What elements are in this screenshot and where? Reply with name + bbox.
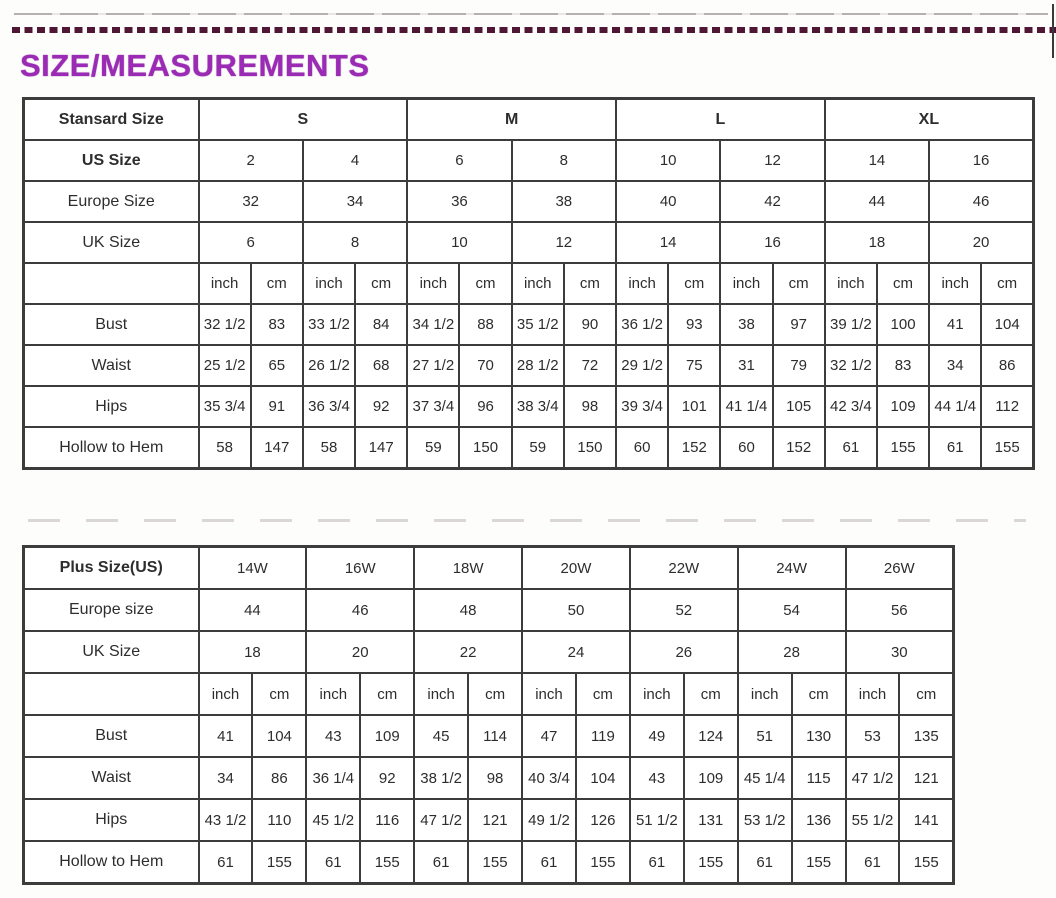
size-cell: M [407, 99, 616, 141]
size-cell: 43 [630, 757, 684, 799]
size-cell: 90 [564, 304, 616, 345]
size-cell: cm [252, 673, 306, 715]
size-cell: cm [355, 263, 407, 304]
size-cell: 10 [407, 222, 511, 263]
size-cell: 104 [576, 757, 630, 799]
table-row [24, 304, 1034, 345]
size-cell: cm [899, 673, 953, 715]
size-cell: 100 [877, 304, 929, 345]
row-label: Stansard Size [24, 99, 199, 141]
size-cell: 6 [199, 222, 303, 263]
row-label: Waist [24, 757, 199, 799]
table-row [24, 427, 1034, 469]
size-cell: 42 [720, 181, 824, 222]
size-cell: 44 1/4 [929, 386, 981, 427]
size-cell: 101 [668, 386, 720, 427]
size-cell: 35 3/4 [199, 386, 251, 427]
size-cell: cm [468, 673, 522, 715]
page-title: SIZE/MEASUREMENTS [20, 48, 370, 83]
size-cell: 52 [630, 589, 738, 631]
row-label: Plus Size(US) [24, 547, 199, 590]
size-cell: 18 [199, 631, 307, 673]
size-cell: 41 1/4 [720, 386, 772, 427]
size-cell: 155 [468, 841, 522, 884]
size-cell: 24W [738, 547, 846, 590]
size-cell: 152 [773, 427, 825, 469]
size-cell: 86 [981, 345, 1033, 386]
row-label: Waist [24, 345, 199, 386]
size-cell: 114 [468, 715, 522, 757]
size-cell: 109 [877, 386, 929, 427]
row-label: Hollow to Hem [24, 841, 199, 884]
size-cell: 38 3/4 [512, 386, 564, 427]
size-cell: 70 [459, 345, 511, 386]
row-label: UK Size [24, 631, 199, 673]
size-cell: 42 3/4 [825, 386, 877, 427]
size-cell: 29 1/2 [616, 345, 668, 386]
size-cell: 26W [846, 547, 954, 590]
size-cell: 65 [251, 345, 303, 386]
right-edge-line [1052, 4, 1054, 58]
size-cell: 83 [251, 304, 303, 345]
size-cell: cm [251, 263, 303, 304]
size-cell: 47 [522, 715, 576, 757]
size-cell: 59 [407, 427, 459, 469]
size-cell: 135 [899, 715, 953, 757]
table-row [24, 140, 1034, 181]
size-cell: 147 [355, 427, 407, 469]
size-cell: cm [877, 263, 929, 304]
size-cell: 93 [668, 304, 720, 345]
size-cell: inch [738, 673, 792, 715]
size-cell: 109 [684, 757, 738, 799]
size-cell: 88 [459, 304, 511, 345]
size-cell: 22 [414, 631, 522, 673]
size-cell: 126 [576, 799, 630, 841]
table-row [24, 757, 954, 799]
size-cell: 12 [720, 140, 824, 181]
size-cell: 31 [720, 345, 772, 386]
size-cell: 60 [720, 427, 772, 469]
size-cell: 60 [616, 427, 668, 469]
size-cell: 155 [981, 427, 1033, 469]
size-cell: 59 [512, 427, 564, 469]
size-cell: 43 [306, 715, 360, 757]
table-row [24, 673, 954, 715]
size-cell: 61 [414, 841, 468, 884]
size-cell: cm [668, 263, 720, 304]
size-cell: 12 [512, 222, 616, 263]
size-cell: 39 3/4 [616, 386, 668, 427]
size-cell: 33 1/2 [303, 304, 355, 345]
size-cell: 112 [981, 386, 1033, 427]
size-cell: 104 [252, 715, 306, 757]
size-cell: 92 [355, 386, 407, 427]
size-cell: 36 3/4 [303, 386, 355, 427]
top-thin-rule [14, 13, 1048, 15]
size-cell: 46 [306, 589, 414, 631]
size-cell: 26 1/2 [303, 345, 355, 386]
table-row [24, 181, 1034, 222]
size-cell: 16 [720, 222, 824, 263]
size-cell: 92 [360, 757, 414, 799]
size-cell: 40 3/4 [522, 757, 576, 799]
size-cell: 124 [684, 715, 738, 757]
size-cell: 91 [251, 386, 303, 427]
size-cell: 116 [360, 799, 414, 841]
size-cell: inch [720, 263, 772, 304]
size-cell: 20 [306, 631, 414, 673]
size-cell: 155 [792, 841, 846, 884]
size-cell: 105 [773, 386, 825, 427]
size-cell: 61 [306, 841, 360, 884]
size-cell: 44 [825, 181, 929, 222]
size-cell: cm [576, 673, 630, 715]
size-cell: inch [407, 263, 459, 304]
size-cell: 27 1/2 [407, 345, 459, 386]
size-cell: 55 1/2 [846, 799, 900, 841]
size-cell: 39 1/2 [825, 304, 877, 345]
size-cell: 34 [929, 345, 981, 386]
table-row [24, 386, 1034, 427]
size-cell: 32 1/2 [199, 304, 251, 345]
size-cell: inch [306, 673, 360, 715]
row-label: Hips [24, 386, 199, 427]
size-cell: inch [199, 673, 253, 715]
size-cell: 14W [199, 547, 307, 590]
size-cell: 61 [825, 427, 877, 469]
size-cell: 43 1/2 [199, 799, 253, 841]
table-row [24, 589, 954, 631]
size-cell: 61 [199, 841, 253, 884]
size-cell: cm [564, 263, 616, 304]
size-cell: inch [414, 673, 468, 715]
size-cell: 16W [306, 547, 414, 590]
row-label: Hollow to Hem [24, 427, 199, 469]
size-cell: L [616, 99, 825, 141]
size-cell: inch [616, 263, 668, 304]
size-cell: 104 [981, 304, 1033, 345]
size-cell: 32 1/2 [825, 345, 877, 386]
size-cell: cm [360, 673, 414, 715]
size-cell: 34 [303, 181, 407, 222]
size-cell: 22W [630, 547, 738, 590]
size-cell: 16 [929, 140, 1033, 181]
size-cell: inch [199, 263, 251, 304]
size-cell: 48 [414, 589, 522, 631]
size-cell: 36 1/4 [306, 757, 360, 799]
size-cell: 45 [414, 715, 468, 757]
size-cell: 14 [825, 140, 929, 181]
size-cell: 53 1/2 [738, 799, 792, 841]
faint-divider [28, 519, 1026, 522]
size-cell: 2 [199, 140, 303, 181]
size-cell: 110 [252, 799, 306, 841]
size-cell: 10 [616, 140, 720, 181]
size-cell: 30 [846, 631, 954, 673]
size-cell: 75 [668, 345, 720, 386]
size-cell: 130 [792, 715, 846, 757]
table-row [24, 799, 954, 841]
row-label: Bust [24, 304, 199, 345]
table-row [24, 841, 954, 884]
table-row [24, 631, 954, 673]
size-cell: inch [303, 263, 355, 304]
size-cell: 61 [738, 841, 792, 884]
size-cell: inch [846, 673, 900, 715]
size-cell: 38 1/2 [414, 757, 468, 799]
size-cell: cm [792, 673, 846, 715]
table-row [24, 222, 1034, 263]
size-cell: 155 [877, 427, 929, 469]
size-cell: 38 [512, 181, 616, 222]
size-cell: 155 [899, 841, 953, 884]
size-cell: 86 [252, 757, 306, 799]
size-cell: 45 1/4 [738, 757, 792, 799]
size-cell: S [199, 99, 408, 141]
size-cell: 61 [522, 841, 576, 884]
size-cell: 45 1/2 [306, 799, 360, 841]
row-label: Bust [24, 715, 199, 757]
size-cell: inch [512, 263, 564, 304]
size-cell: 44 [199, 589, 307, 631]
size-cell: 51 1/2 [630, 799, 684, 841]
size-cell: 79 [773, 345, 825, 386]
size-cell: 49 1/2 [522, 799, 576, 841]
size-cell: 18 [825, 222, 929, 263]
size-cell: 49 [630, 715, 684, 757]
size-cell: cm [773, 263, 825, 304]
size-cell: 150 [459, 427, 511, 469]
size-cell: 98 [564, 386, 616, 427]
size-cell: 20W [522, 547, 630, 590]
standard-size-table [22, 97, 1035, 470]
size-cell: 58 [199, 427, 251, 469]
size-cell: 56 [846, 589, 954, 631]
size-cell: 38 [720, 304, 772, 345]
size-cell: 34 1/2 [407, 304, 459, 345]
size-cell: inch [929, 263, 981, 304]
size-cell: 61 [929, 427, 981, 469]
row-label: Europe Size [24, 181, 199, 222]
row-label [24, 263, 199, 304]
size-cell: inch [630, 673, 684, 715]
size-cell: 61 [846, 841, 900, 884]
size-cell: 84 [355, 304, 407, 345]
size-cell: 20 [929, 222, 1033, 263]
size-cell: 96 [459, 386, 511, 427]
size-cell: 28 [738, 631, 846, 673]
size-cell: 72 [564, 345, 616, 386]
size-cell: 115 [792, 757, 846, 799]
size-cell: 8 [512, 140, 616, 181]
size-cell: 97 [773, 304, 825, 345]
size-cell: inch [522, 673, 576, 715]
dashed-divider [12, 27, 1056, 33]
row-label: US Size [24, 140, 199, 181]
size-cell: 41 [199, 715, 253, 757]
size-cell: 54 [738, 589, 846, 631]
size-cell: 121 [468, 799, 522, 841]
row-label [24, 673, 199, 715]
size-cell: 155 [576, 841, 630, 884]
size-cell: 47 1/2 [414, 799, 468, 841]
size-cell: 36 1/2 [616, 304, 668, 345]
size-cell: 155 [360, 841, 414, 884]
size-cell: 109 [360, 715, 414, 757]
size-cell: 47 1/2 [846, 757, 900, 799]
size-cell: 131 [684, 799, 738, 841]
size-cell: 26 [630, 631, 738, 673]
table-row [24, 99, 1034, 141]
table-row [24, 547, 954, 590]
size-cell: 24 [522, 631, 630, 673]
row-label: UK Size [24, 222, 199, 263]
size-cell: 35 1/2 [512, 304, 564, 345]
table-row [24, 345, 1034, 386]
table-row [24, 715, 954, 757]
size-cell: 53 [846, 715, 900, 757]
size-cell: 155 [684, 841, 738, 884]
size-cell: 34 [199, 757, 253, 799]
size-cell: 18W [414, 547, 522, 590]
size-cell: 58 [303, 427, 355, 469]
size-cell: 147 [251, 427, 303, 469]
size-cell: 61 [630, 841, 684, 884]
size-cell: 37 3/4 [407, 386, 459, 427]
size-cell: 155 [252, 841, 306, 884]
size-cell: XL [825, 99, 1034, 141]
size-cell: inch [825, 263, 877, 304]
size-cell: cm [684, 673, 738, 715]
size-cell: 36 [407, 181, 511, 222]
size-cell: 51 [738, 715, 792, 757]
size-cell: 14 [616, 222, 720, 263]
size-cell: 28 1/2 [512, 345, 564, 386]
size-cell: 121 [899, 757, 953, 799]
plus-size-table [22, 545, 955, 885]
row-label: Europe size [24, 589, 199, 631]
size-cell: 40 [616, 181, 720, 222]
size-cell: 98 [468, 757, 522, 799]
size-cell: 41 [929, 304, 981, 345]
size-cell: cm [981, 263, 1033, 304]
size-cell: 32 [199, 181, 303, 222]
size-cell: 46 [929, 181, 1033, 222]
size-cell: 152 [668, 427, 720, 469]
size-cell: 50 [522, 589, 630, 631]
size-cell: 141 [899, 799, 953, 841]
size-cell: 150 [564, 427, 616, 469]
row-label: Hips [24, 799, 199, 841]
size-cell: 68 [355, 345, 407, 386]
size-cell: 83 [877, 345, 929, 386]
size-cell: cm [459, 263, 511, 304]
table-row [24, 263, 1034, 304]
size-cell: 136 [792, 799, 846, 841]
size-cell: 119 [576, 715, 630, 757]
size-cell: 6 [407, 140, 511, 181]
size-cell: 8 [303, 222, 407, 263]
size-cell: 25 1/2 [199, 345, 251, 386]
size-cell: 4 [303, 140, 407, 181]
